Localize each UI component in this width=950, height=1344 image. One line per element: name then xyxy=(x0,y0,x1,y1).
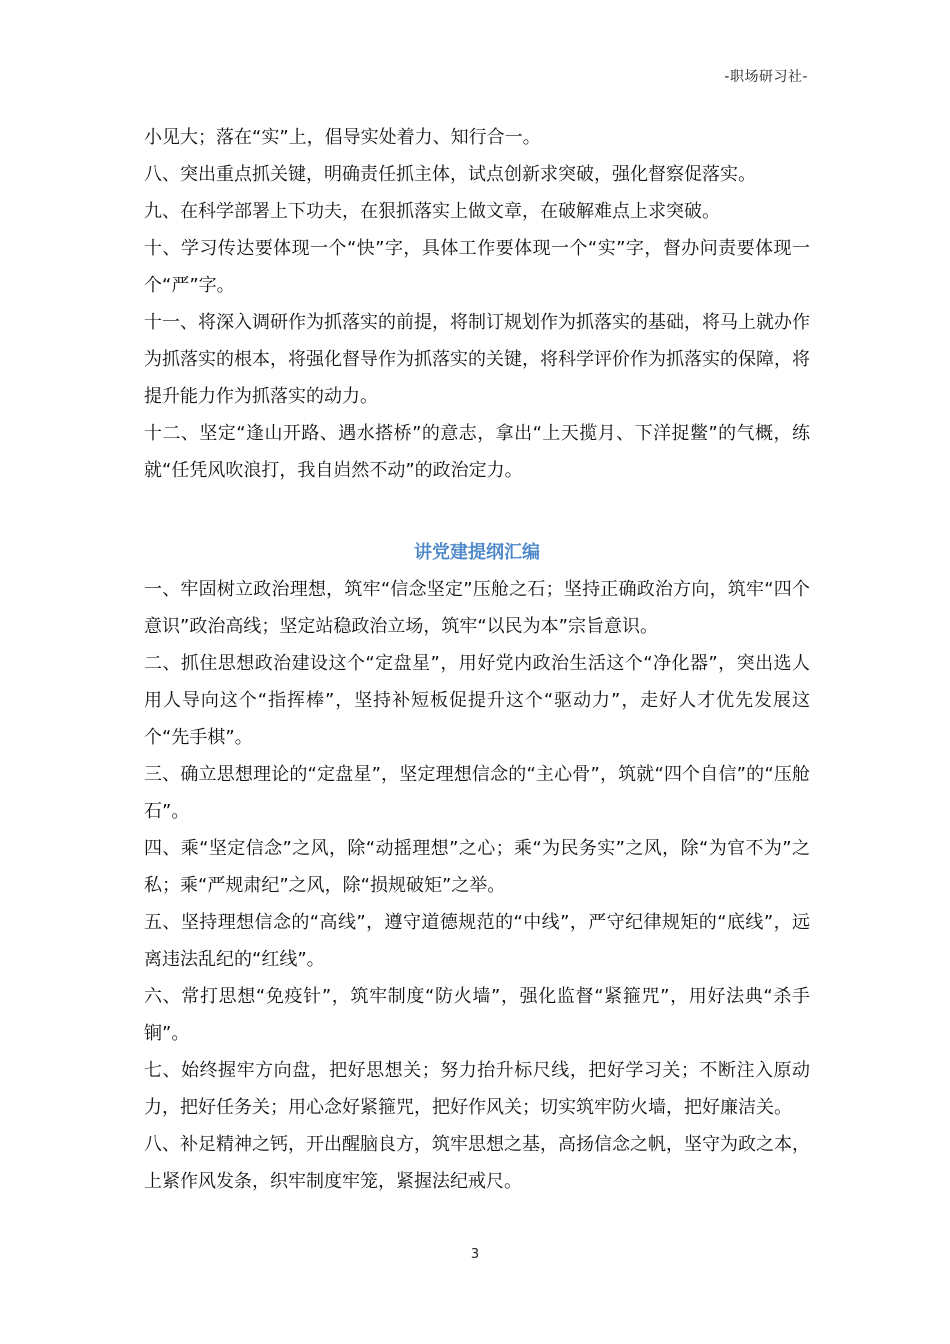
document-body xyxy=(144,119,810,1200)
page-number: 3 xyxy=(470,1247,480,1262)
paragraph: 九、在科学部署上下功夫，在狠抓落实上做文章，在破解难点上求突破。 xyxy=(144,201,720,222)
page-header: -职场研习社- xyxy=(724,69,808,85)
paragraph: 十一、将深入调研作为抓落实的前提，将制订规划作为抓落实的基础，将马上就办作为抓落实的根本，将强化督导作为抓落实的关键，将科学评价作为抓落实的保障，将提升能力作为抓落实的动力。 xyxy=(144,312,810,407)
paragraph: 十、学习传达要体现一个“快”字，具体工作要体现一个“实”字，督办问责要体现一个“严”字。 xyxy=(144,238,810,296)
paragraph: 三、确立思想理论的“定盘星”，坚定理想信念的“主心骨”，筑就“四个自信”的“压舱石”。 xyxy=(144,764,810,822)
paragraph: 四、乘“坚定信念”之风，除“动摇理想”之心；乘“为民务实”之风，除“为官不为”之私；乘“严规肃纪”之风，除“损规破矩”之举。 xyxy=(144,838,810,896)
paragraph: 一、牢固树立政治理想，筑牢“信念坚定”压舱之石；坚持正确政治方向，筑牢“四个意识”政治高线；坚定站稳政治立场，筑牢“以民为本”宗旨意识。 xyxy=(144,579,810,637)
paragraph: 八、补足精神之钙，开出醒脑良方，筑牢思想之基，高扬信念之帆，坚守为政之本，上紧作风发条，织牢制度牢笼，紧握法纪戒尺。 xyxy=(144,1134,810,1192)
paragraph: 八、突出重点抓关键，明确责任抓主体，试点创新求突破，强化督察促落实。 xyxy=(144,164,756,185)
paragraph: 小见大；落在“实”上，倡导实处着力、知行合一。 xyxy=(144,127,541,148)
paragraph: 十二、坚定“逢山开路、遇水搭桥”的意志，拿出“上天揽月、下洋捉鳖”的气概，练就“任凭风吹浪打，我自岿然不动”的政治定力。 xyxy=(144,423,810,481)
paragraph: 七、始终握牢方向盘，把好思想关；努力抬升标尺线，把好学习关；不断注入原动力，把好任务关；用心念好紧箍咒，把好作风关；切实筑牢防火墙，把好廉洁关。 xyxy=(144,1060,810,1118)
paragraph: 五、坚持理想信念的“高线”，遵守道德规范的“中线”，严守纪律规矩的“底线”，远离违法乱纪的“红线”。 xyxy=(144,912,810,970)
paragraph: 六、常打思想“免疫针”，筑牢制度“防火墙”，强化监督“紧箍咒”，用好法典“杀手锏”。 xyxy=(144,986,810,1044)
section-title: 讲党建提纲汇编 xyxy=(414,542,540,563)
paragraph: 二、抓住思想政治建设这个“定盘星”，用好党内政治生活这个“净化器”，突出选人用人导向这个“指挥棒”，坚持补短板促提升这个“驱动力”，走好人才优先发展这个“先手棋”。 xyxy=(144,653,810,748)
